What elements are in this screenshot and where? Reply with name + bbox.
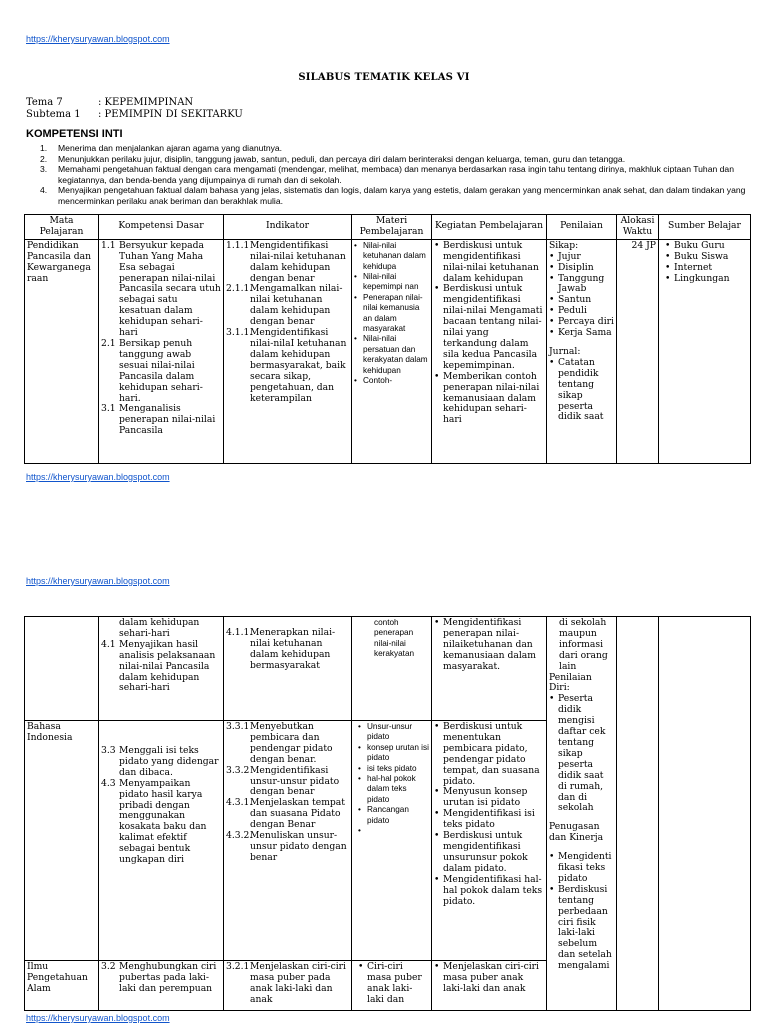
header-kd: Kompetensi Dasar xyxy=(99,215,224,240)
blog-link[interactable]: https://kherysuryawan.blogspot.com xyxy=(26,34,170,44)
penilaian-item: • Peduli xyxy=(549,305,587,317)
penilaian-item: • Peserta didik mengisi daftar cek tentang sikap peserta didik saat di rumah, dan di sekolah xyxy=(549,693,606,814)
indikator-item: 3.2.1 Menjelaskan ciri-ciri masa puber pada anak laki-laki dan anak xyxy=(226,961,346,1005)
syllabus-table-page1 xyxy=(24,214,751,464)
materi-item: • Ciri-ciri masa puber anak laki-laki dan xyxy=(358,961,422,1005)
blog-link[interactable]: https://kherysuryawan.blogspot.com xyxy=(26,576,170,586)
ki-item: 4. Menyajikan pengetahuan faktual dalam bahasa yang jelas, sistematis dan logis, dalam karya yang estetis, dalam gerakan yang mencerminkan anak sehat, dan dalam tindakan yang mencerminkan perilaku anak beriman dan berakhlak mulia. xyxy=(40,185,746,206)
kd-item: 4.1 Menyajikan hasil analisis pelaksanaan nilai-nilai Pancasila dalam kehidupan sehari-hari xyxy=(101,638,216,694)
meta-key: Tema 7 xyxy=(26,97,63,108)
materi-item: • Rancangan pidato xyxy=(358,805,409,825)
cell-kegiatan xyxy=(432,617,547,721)
cell-penilaian: Sikap: • Jujur • Disiplin • Tanggung Jawab • Santun • Peduli • Percaya diri • Kerja Sama Jurnal: • Catatan pendidik tentang sikap peserta didik saat xyxy=(547,239,617,463)
cell-sumber xyxy=(659,239,751,463)
penilaian-item: • Kerja Sama xyxy=(549,327,612,339)
cell-mapel: Bahasa Indonesia xyxy=(25,721,99,961)
syllabus-table-page2 xyxy=(24,616,751,1011)
materi-item: • Penerapan nilai- nilai kemanusia an dalam masyarakat xyxy=(354,292,423,334)
kegiatan-item: • Memberikan contoh penerapan nilai-nilai kemanusiaan dalam kehidupan sehari-hari xyxy=(434,370,540,426)
ki-item: 2. Menunjukkan perilaku jujur, disiplin, tanggung jawab, santun, peduli, dan percaya diri dalam berinteraksi dengan keluarga, teman, guru dan tetangga. xyxy=(40,153,626,164)
meta-value: : KEPEMIMPINAN xyxy=(98,97,194,108)
cell-materi: contoh penerapan nilai-nilai kerakyatan xyxy=(352,617,432,721)
table-header-row xyxy=(25,215,751,240)
kegiatan-item: • Berdiskusi untuk menentukan pembicara pidato, pendengar pidato tempat, dan suasana pidato. xyxy=(434,721,540,787)
kegiatan-item: • Mengidentifikasi isi teks pidato xyxy=(434,808,535,831)
indikator-item: 4.1.1. Menerapkan nilai-nilai ketuhanan dalam kehidupan bermasyarakat xyxy=(226,627,336,671)
penilaian-item: • Berdiskusi tentang perbedaan ciri fisik laki-laki sebelum dan setelah mengalami xyxy=(549,883,612,972)
kegiatan-item: • Mengidentifikasi penerapan nilai-nilaiketuhanan dan kemanusiaan dalam masyarakat. xyxy=(434,617,536,672)
materi-item: • Nilai-nilai kepemimpi nan xyxy=(354,272,419,292)
kegiatan-item: • Berdiskusi untuk mengidentifikasi unsurunsur pokok dalam pidato. xyxy=(434,830,528,874)
header-alokasi: Alokasi Waktu xyxy=(617,215,659,240)
indikator-item: 4.3.1. Menjelaskan tempat dan suasana Pidato dengan Benar xyxy=(226,797,345,831)
cell-kegiatan xyxy=(432,961,547,1011)
kegiatan-item: • Berdiskusi untuk mengidentifikasi nilai-nilai ketuhanan dalam kehidupan xyxy=(434,239,539,284)
penilaian-item: • Jujur xyxy=(549,250,581,262)
header-sumber: Sumber Belajar xyxy=(659,215,751,240)
header-penilaian: Penilaian xyxy=(547,215,617,240)
cell-indikator xyxy=(224,239,352,463)
sumber-item: • Internet xyxy=(665,261,713,273)
table-row xyxy=(25,617,751,721)
cell-kegiatan xyxy=(432,239,547,463)
cell-alokasi: 24 JP xyxy=(617,239,659,463)
cell-mapel: Ilmu Pengetahuan Alam xyxy=(25,961,99,1011)
cell-mapel: Pendidikan Pancasila dan Kewarganega raan xyxy=(25,239,99,463)
materi-item: • Nilai-nilai ketuhanan dalam kehidupa xyxy=(354,240,426,271)
materi-item: • isi teks pidato xyxy=(358,763,417,773)
penilaian-item: • Disiplin xyxy=(549,261,594,273)
ki-item: 1. Menerima dan menjalankan ajaran agama yang dianutnya. xyxy=(40,143,283,153)
cell-kd xyxy=(99,239,224,463)
blog-link[interactable]: https://kherysuryawan.blogspot.com xyxy=(26,1013,170,1023)
penilaian-item: • Santun xyxy=(549,294,592,306)
penilaian-item: • Percaya diri xyxy=(549,316,614,328)
cell-materi: • Unsur-unsur pidato • konsep urutan isi pidato • isi teks pidato • hal-hal pokok dalam teks pidato • Rancangan pidato • xyxy=(352,721,432,961)
cell-sumber xyxy=(659,617,751,1011)
blog-link[interactable]: https://kherysuryawan.blogspot.com xyxy=(26,472,170,482)
materi-item: • Contoh- xyxy=(354,376,393,386)
cell-kd: dalam kehidupan sehari-hari 4.1 Menyajikan hasil analisis pelaksanaan nilai-nilai Pancasila dalam kehidupan sehari-hari xyxy=(99,617,224,721)
penilaian-item: • Tanggung Jawab xyxy=(549,272,605,295)
cell-mapel xyxy=(25,617,99,721)
cell-kd xyxy=(99,721,224,961)
kegiatan-item: • Menyusun konsep urutan isi pidato xyxy=(434,786,528,809)
cell-kegiatan xyxy=(432,721,547,961)
cell-materi xyxy=(352,961,432,1011)
materi-item: • Unsur-unsur pidato xyxy=(358,722,413,742)
kd-item: 1.1 Bersyukur kepada Tuhan Yang Maha Esa sebagai penerapan nilai-nilai Pancasila secara utuh sebagai satu kesatuan dalam kehidupan sehari-hari xyxy=(101,239,221,339)
indikator-item: 2.1.1. Mengamalkan nilai-nilai ketuhanan dalam kehidupan dengan benar xyxy=(226,283,343,328)
indikator-item: 3.1.1. Mengidentifikasi nilai-nilaI ketuhanan dalam kehidupan bermasyarakat, baik secara sikap, pengetahuan, dan keterampilan xyxy=(226,327,347,404)
indikator-item: 1.1.1 Mengidentifikasi nilai-nilai ketuhanan dalam kehidupan dengan benar xyxy=(226,239,346,284)
indikator-item: 3.3.1 Menyebutkan pembicara dan pendengar pidato dengan benar. xyxy=(226,721,333,765)
header-mapel: Mata Pelajaran xyxy=(25,215,99,240)
header-materi: Materi Pembelajaran xyxy=(352,215,432,240)
meta-tema xyxy=(26,97,193,108)
table-row xyxy=(25,239,751,463)
meta-value: : PEMIMPIN DI SEKITARKU xyxy=(98,109,243,120)
kegiatan-item: • Berdiskusi untuk mengidentifikasi nilai-nilai Mengamati bacaan tentang nilai-nilai yang terkandung dalam sila kedua Pancasila kepemimpinan. xyxy=(434,283,543,371)
sumber-item: • Buku Siswa xyxy=(665,250,729,262)
materi-item: • Nilai-nilai persatuan dan kerakyatan dalam kehidupan xyxy=(354,334,428,375)
header-indikator: Indikator xyxy=(224,215,352,240)
header-kegiatan: Kegiatan Pembelajaran xyxy=(432,215,547,240)
kd-item: 3.3 Menggali isi teks pidato yang didengar dan dibaca. xyxy=(101,745,219,778)
kegiatan-item: • Menjelaskan ciri-ciri masa puber anak laki-laki dan anak xyxy=(434,961,539,994)
kd-item: 3.1 Menganalisis penerapan nilai-nilai Pancasila xyxy=(101,403,216,437)
meta-key: Subtema 1 xyxy=(26,109,81,120)
penilaian-item: • Catatan pendidik tentang sikap peserta didik saat xyxy=(549,356,604,423)
penilaian-item: • Mengidentifikasi teks pidato xyxy=(549,851,612,884)
ki-item: 3. Memahami pengetahuan faktual dengan cara mengamati (mendengar, melihat, membaca) dan menanya berdasarkan rasa ingin tahu tentang dirinya, makhluk ciptaan Tuhan dan kegiatannya, dan benda-benda yang dijumpainya di rumah dan di sekolah. xyxy=(40,164,734,185)
cell-materi xyxy=(352,239,432,463)
ki-list xyxy=(26,143,746,207)
sumber-item: • Lingkungan xyxy=(665,272,730,284)
sumber-item: • Buku Guru xyxy=(665,239,725,251)
indikator-item: 4.3.2. Menuliskan unsur-unsur pidato dengan benar xyxy=(226,830,347,863)
cell-alokasi xyxy=(617,617,659,1011)
indikator-item: 3.3.2 Mengidentifikasi unsur-unsur pidato dengan benar xyxy=(226,764,340,798)
kegiatan-item: • Mengidentifikasi hal-hal pokok dalam teks pidato. xyxy=(434,873,543,907)
kd-item: 3.2 Menghubungkan ciri pubertas pada laki-laki dan perempuan xyxy=(101,961,217,994)
cell-kd xyxy=(99,961,224,1011)
materi-item: • hal-hal pokok dalam teks pidato xyxy=(358,774,416,804)
document-title: SILABUS TEMATIK KELAS VI xyxy=(298,72,470,83)
kd-item: 4.3 Menyampaikan pidato hasil karya pribadi dengan menggunakan kosakata baku dan kalimat efektif sebagai bentuk ungkapan diri xyxy=(101,777,207,866)
meta-subtema xyxy=(26,109,243,120)
cell-indikator xyxy=(224,961,352,1011)
ki-heading: KOMPETENSI INTI xyxy=(26,128,123,140)
cell-indikator xyxy=(224,617,352,721)
cell-penilaian: di sekolah maupun informasi dari orang lain Penilaian Diri: • Peserta didik mengisi daftar cek tentang sikap peserta didik saat di rumah, dan di sekolah Penugasan dan Kinerja • Mengidentifikasi teks pidato • Berdiskusi tentang perbedaan ciri fisik laki-laki sebelum dan setelah mengalami xyxy=(547,617,617,1011)
materi-item: • konsep urutan isi pidato xyxy=(358,742,429,763)
kd-item: 2.1 Bersikap penuh tanggung awab sesuai nilai-nilai Pancasila dalam kehidupan sehari-hari. xyxy=(101,337,203,404)
cell-indikator xyxy=(224,721,352,961)
